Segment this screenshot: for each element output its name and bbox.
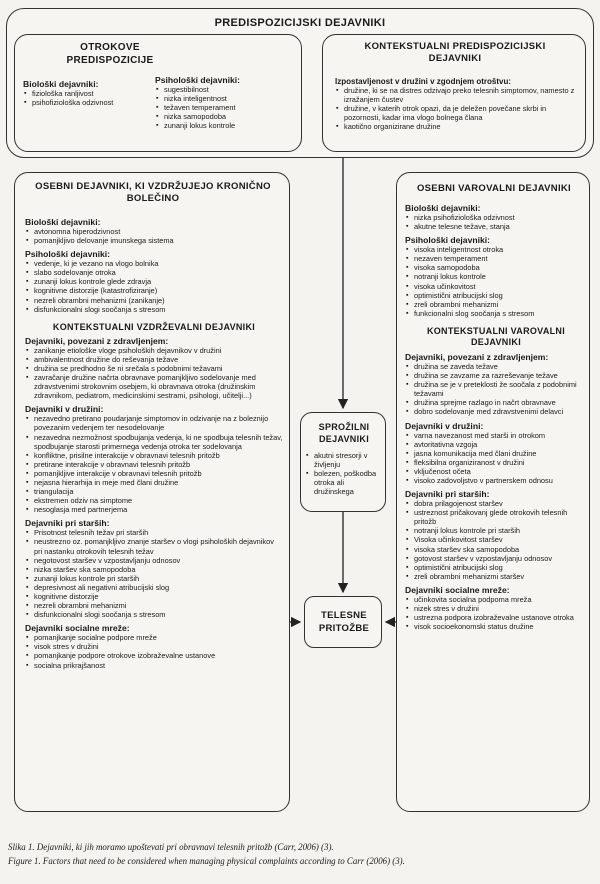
list-item: ▪ pomanjkanje podpore otrokove izobraževalne ustanove (25, 651, 283, 660)
list-item: ▪ zavračanje družine načrta obravnave pomanjkljivo sodelovanje med zdravstvenimi strokovnim osebjem, ki obravnava otroka (družinskim zdravnikom, pediatrom, medicinskimi sestrami, psihologi, učitelji...) (25, 373, 283, 400)
protective-content (405, 199, 587, 631)
list-item: ▪ slabo sodelovanje otroka (25, 268, 283, 277)
list-item: ▪ optimistični atribucijski slog (405, 291, 587, 300)
list-item: ▪ kognitivne distorzije (katastrofiziranje) (25, 286, 283, 295)
triggers-list (305, 451, 385, 496)
list-item: ▪ pomanjkanje socialne podpore mreže (25, 633, 283, 642)
list-item: ▪ visok stres v družini (25, 642, 283, 651)
list-item: ▪ optimistični atribucijski slog (405, 563, 587, 572)
list-item: ▪ nezavedno pretirano poudarjanje simptomov in odzivanje na z boleznijo povezanim vedenjem ter nesodelovanje (25, 414, 283, 432)
child-bio-group (23, 75, 153, 107)
outcome-box (304, 596, 382, 648)
list-item: ▪ nezaven temperament (405, 254, 587, 263)
child-psy-list (155, 85, 295, 130)
list-item: ▪ sugestibilnost (155, 85, 295, 94)
list-item: ▪ zreli obrambni mehanizmi staršev (405, 572, 587, 581)
list-item: ▪ težaven temperament (155, 103, 295, 112)
list-item: ▪ družina sprejme razlago in načrt obravnave (405, 398, 587, 407)
maintaining-content (25, 213, 283, 670)
prot-health-list (405, 362, 587, 417)
prot-psy-heading: Psihološki dejavniki: (405, 235, 491, 246)
maint-health-list (25, 346, 283, 401)
list-item: ▪ družine, v katerih otrok opazi, da je deležen povečane skrbi in pozornosti, kadar ima vlogo bolnega člana (335, 104, 581, 122)
list-item: ▪ akutne telesne težave, stanja (405, 222, 587, 231)
child-predispositions-box (14, 34, 302, 152)
list-item: ▪ ekstremen odziv na simptome (25, 496, 283, 505)
list-item: ▪ notranji lokus kontrole pri starših (405, 526, 587, 535)
maint-social-heading: Dejavniki socialne mreže: (25, 623, 130, 634)
list-item: ▪ neustrezno oz. pomanjkljivo znanje staršev o vlogi psiholoških dejavnikov pri nastanku otrokovih telesnih težav (25, 537, 283, 555)
context-group (335, 73, 581, 131)
context-heading: Izpostavljenost v družini v zgodnjem otroštvu: (335, 77, 512, 86)
list-item: ▪ nizek stres v družini (405, 604, 587, 613)
child-bio-list (23, 89, 153, 107)
list-item: ▪ avtonomna hiperodzivnost (25, 227, 283, 236)
prot-social-list (405, 595, 587, 631)
list-item: ▪ jasna komunikacija med člani družine (405, 449, 587, 458)
figure-caption (8, 840, 598, 868)
context-list (335, 86, 581, 131)
child-box-title: OTROKOVE PREDISPOZICIJE (66, 42, 154, 66)
list-item: ▪ zunanji lokus kontrole pri starših (25, 574, 283, 583)
list-item: ▪ ustrezna podpora izobraževalne ustanove otroka (405, 613, 587, 622)
list-item: ▪ nizka psihofiziološka odzivnost (405, 213, 587, 222)
maint-bio-heading: Biološki dejavniki: (25, 217, 101, 227)
list-item: ▪ nizka staršev ska samopodoba (25, 565, 283, 574)
list-item: ▪ ambivalentnost družine do reševanja težave (25, 355, 283, 364)
list-item: ▪ družina se predhodno še ni srečala s podobnimi težavami (25, 364, 283, 373)
list-item: ▪ ustreznost pričakovanj glede otrokovih telesnih pritožb (405, 508, 587, 526)
maint-parents-heading: Dejavniki pri starših: (25, 518, 110, 529)
list-item: ▪ fiziološka ranljivost (23, 89, 153, 98)
list-item: ▪ visoka staršev ska samopodoba (405, 545, 587, 554)
maint-social-list (25, 633, 283, 669)
prot-health-heading: Dejavniki, povezani z zdravljenjem: (405, 351, 549, 362)
list-item: ▪ nesoglasja med partnerjema (25, 505, 283, 514)
list-item: ▪ družina se je v preteklosti že soočala z podobnimi težavami (405, 380, 587, 398)
list-item: ▪ družine, ki se na distres odzivajo preko telesnih simptomov, namesto z izražanjem čustev (335, 86, 581, 104)
list-item: ▪ visoka učinkovitost (405, 282, 587, 291)
list-item: ▪ zanikanje etiološke vloge psiholoških dejavnikov v družini (25, 346, 283, 355)
list-item: ▪ zunanji lokus kontrole (155, 121, 295, 130)
maint-bio-list (25, 227, 283, 245)
list-item: ▪ visoko zadovoljstvo v partnerskem odnosu (405, 476, 587, 485)
list-item: ▪ nezreli obrambni mehanizmi (25, 601, 283, 610)
protective-factors-box (396, 172, 590, 812)
prot-psy-list (405, 245, 587, 318)
maint-family-heading: Dejavniki v družini: (25, 404, 104, 415)
list-item: ▪ konfliktne, prisilne interakcije v obravnavi telesnih pritožb (25, 451, 283, 460)
list-item: ▪ notranji lokus kontrole (405, 272, 587, 281)
prot-social-heading: Dejavniki socialne mreže: (405, 584, 510, 595)
list-item: ▪ nizka samopodoba (155, 112, 295, 121)
list-item: ▪ avtoritativna vzgoja (405, 440, 587, 449)
child-psy-heading: Psihološki dejavniki: (155, 75, 241, 85)
list-item: ▪ dobro sodelovanje med zdravstvenimi delavci (405, 407, 587, 416)
maint-psy-list (25, 259, 283, 314)
context-predispositions-box (322, 34, 586, 152)
outcome-title: TELESNE PRITOŽBE (318, 610, 370, 634)
caption-slovene: Slika 1. Dejavniki, ki jih moramo upoštevati pri obravnavi telesnih pritožb (Carr, 2006) (3). (8, 842, 334, 852)
triggers-title: SPROŽILNI DEJAVNIKI (318, 422, 370, 444)
child-psy-group (155, 71, 295, 130)
list-item: ▪ nezreli obrambni mehanizmi (zanikanje) (25, 296, 283, 305)
list-item: ▪ visoka inteligentnost otroka (405, 245, 587, 254)
list-item: ▪ akutni stresorji v življenju (305, 451, 385, 469)
list-item: ▪ vedenje, ki je vezano na vlogo bolnika (25, 259, 283, 268)
list-item: ▪ dobra prilagojenost staršev (405, 499, 587, 508)
list-item: ▪ funkcionalni slog soočanja s stresom (405, 309, 587, 318)
list-item: ▪ pomanjkljivo delovanje imunskega sistema (25, 236, 283, 245)
list-item: ▪ psihofiziološka odzivnost (23, 98, 153, 107)
list-item: ▪ varna navezanost med starši in otrokom (405, 431, 587, 440)
list-item: ▪ fleksibilna organiziranost v družini (405, 458, 587, 467)
maintaining-title: OSEBNI DEJAVNIKI, KI VZDRŽUJEJO KRONIČNO BOLEČINO (35, 181, 271, 204)
maint-health-heading: Dejavniki, povezani z zdravljenjem: (25, 335, 169, 346)
list-item: ▪ zunanji lokus kontrole glede zdravja (25, 277, 283, 286)
prot-family-heading: Dejavniki v družini: (405, 420, 484, 431)
list-item: ▪ nizka inteligentnost (155, 94, 295, 103)
context-box-title: KONTEKSTUALNI PREDISPOZICIJSKI DEJAVNIKI (364, 41, 546, 64)
maintaining-factors-box (14, 172, 290, 812)
maint-parents-list (25, 528, 283, 619)
maint-psy-heading: Psihološki dejavniki: (25, 249, 111, 260)
list-item: ▪ Visoka učinkovitost staršev (405, 535, 587, 544)
list-item: ▪ pretirane interakcije v obravnavi telesnih pritožb (25, 460, 283, 469)
list-item: ▪ kognitivne distorzije (25, 592, 283, 601)
triggering-factors-box (300, 412, 386, 512)
list-item: ▪ disfunkcionalni slogi soočanja s stresom (25, 305, 283, 314)
maint-ctx-title: KONTEKSTUALNI VZDRŽEVALNI DEJAVNIKI (52, 321, 256, 332)
list-item: ▪ negotovost staršev v vzpostavljanju odnosov (25, 556, 283, 565)
protective-title: OSEBNI VAROVALNI DEJAVNIKI (416, 183, 571, 194)
list-item: ▪ nejasna hierarhija in meje med člani družine (25, 478, 283, 487)
list-item: ▪ gotovost staršev v vzpostavljanju odnosov (405, 554, 587, 563)
list-item: ▪ družina se zavzame za razreševanje težave (405, 371, 587, 380)
list-item: ▪ visoka samopodoba (405, 263, 587, 272)
prot-ctx-title: KONTEKSTUALNI VAROVALNI DEJAVNIKI (426, 325, 566, 347)
prot-parents-heading: Dejavniki pri starših: (405, 489, 490, 500)
list-item: ▪ družina se zaveda težave (405, 362, 587, 371)
list-item: ▪ depresivnost ali negativni atribucijski slog (25, 583, 283, 592)
caption-english: Figure 1. Factors that need to be considered when managing physical complaints according to Carr (2006) (3). (8, 856, 405, 866)
list-item: ▪ nezavedna nezmožnost spodbujanja vedenja, ki ne spodbuja telesnih težav, spodbujanje starosti primernega vedenja otroka ter sodelovanja (25, 433, 283, 451)
list-item: ▪ pomanjkljive interakcije v obravnavi telesnih pritožb (25, 469, 283, 478)
list-item: ▪ zreli obrambni mehanizmi (405, 300, 587, 309)
list-item: ▪ bolezen, poškodba otroka ali družinskega (305, 469, 385, 496)
child-bio-heading: Biološki dejavniki: (23, 79, 99, 89)
list-item: ▪ disfunkcionalni slogi soočanja s stresom (25, 610, 283, 619)
list-item: ▪ vključenost očeta (405, 467, 587, 476)
list-item: ▪ triangulacija (25, 487, 283, 496)
list-item: ▪ Prisotnost telesnih težav pri starših (25, 528, 283, 537)
list-item: ▪ visok socioekonomski status družine (405, 622, 587, 631)
list-item: ▪ socialna prikrajšanost (25, 661, 283, 670)
list-item: ▪ učinkovita socialna podpoma mreža (405, 595, 587, 604)
list-item: ▪ kaotično organizirane družine (335, 122, 581, 131)
prot-family-list (405, 431, 587, 486)
prot-parents-list (405, 499, 587, 581)
prot-bio-list (405, 213, 587, 231)
prot-bio-heading: Biološki dejavniki: (405, 203, 481, 213)
maint-family-list (25, 414, 283, 514)
main-title: PREDISPOZICIJSKI DEJAVNIKI (214, 17, 386, 29)
